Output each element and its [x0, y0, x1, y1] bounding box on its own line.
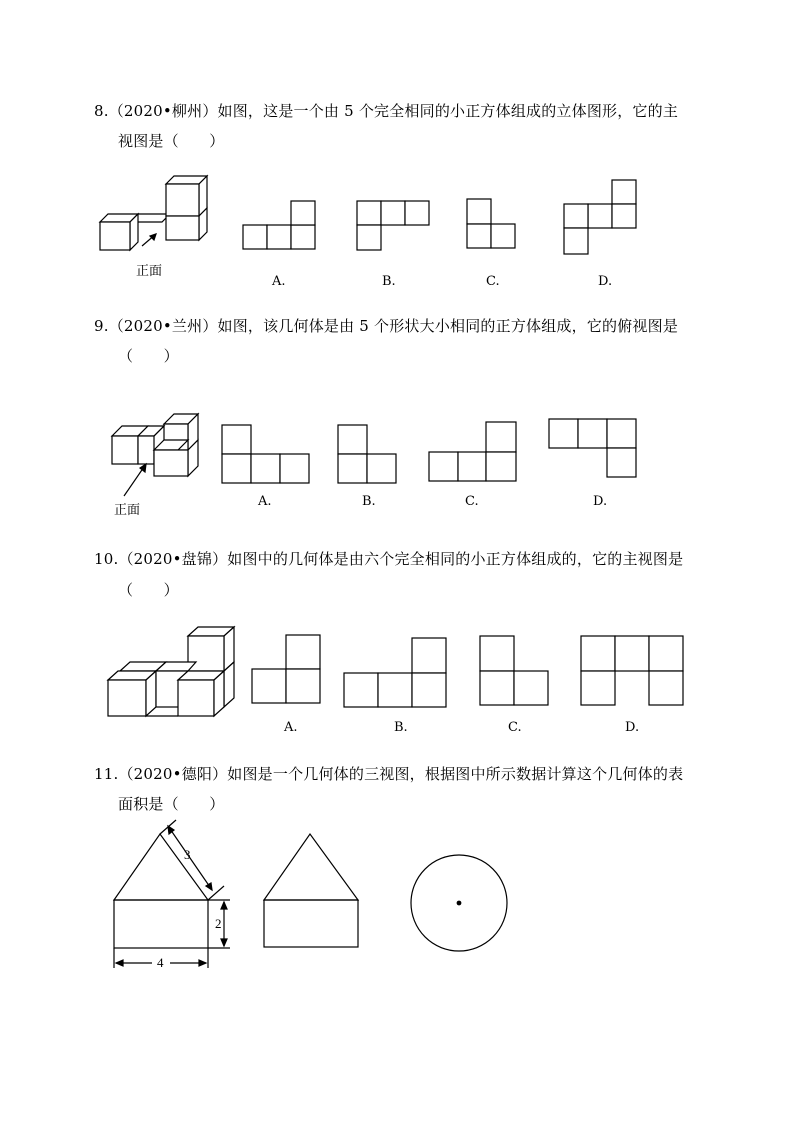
q8-option-c-figure: [466, 198, 520, 252]
q8-option-c-label[interactable]: C.: [486, 274, 500, 289]
q11-text-line2: 面积是（ ）: [118, 795, 225, 813]
q10-option-b-figure: [343, 637, 449, 709]
q11-top-view: [408, 854, 510, 956]
q9-option-d-figure: [548, 418, 640, 480]
q9-option-d-label[interactable]: D.: [593, 494, 608, 509]
q9-option-b-label[interactable]: B.: [362, 494, 376, 509]
q8-option-d-figure: [563, 178, 641, 258]
q10-text-line1: 10.（2020•盘锦）如图中的几何体是由六个完全相同的小正方体组成的，它的主视图是: [94, 550, 684, 568]
q9-front-label: 正面: [114, 503, 141, 518]
q8-solid-figure: [96, 174, 216, 254]
q10-option-c-figure: [479, 635, 551, 707]
q9-option-c-figure: [428, 421, 520, 483]
q9-option-a-figure: [221, 424, 311, 484]
q11-front-view: [100, 820, 250, 972]
q10-option-a-label[interactable]: A.: [284, 720, 298, 735]
q8-text-line2: 视图是（ ）: [118, 132, 225, 150]
q8-option-d-label[interactable]: D.: [598, 274, 613, 289]
q8-option-b-figure: [356, 200, 432, 254]
q9-option-c-label[interactable]: C.: [465, 494, 479, 509]
q8-front-label: 正面: [136, 264, 163, 279]
q8-option-a-figure: [242, 200, 318, 254]
q10-option-d-figure: [580, 635, 686, 707]
q9-solid-figure: [108, 394, 208, 498]
q8-text-line1: 8.（2020•柳州）如图，这是一个由 5 个完全相同的小正方体组成的立体图形，它的主: [94, 102, 679, 120]
q11-dim-slant-label: 3: [184, 847, 191, 862]
q10-option-d-label[interactable]: D.: [625, 720, 640, 735]
q9-text-line1: 9.（2020•兰州）如图，该几何体是由 5 个形状大小相同的正方体组成，它的俯视图是: [94, 317, 679, 335]
q11-dim-width-label: 4: [157, 955, 164, 970]
q9-option-a-label[interactable]: A.: [258, 494, 272, 509]
q10-option-c-label[interactable]: C.: [508, 720, 522, 735]
q9-option-b-figure: [337, 424, 399, 484]
q10-option-b-label[interactable]: B.: [394, 720, 408, 735]
q11-dim-height-label: 2: [215, 916, 222, 931]
q9-text-line2: （ ）: [118, 347, 179, 365]
q10-option-a-figure: [251, 634, 323, 706]
q10-solid-figure: [106, 624, 238, 720]
q8-option-b-label[interactable]: B.: [382, 274, 396, 289]
q11-text-line1: 11.（2020•德阳）如图是一个几何体的三视图，根据图中所示数据计算这个几何体的表: [94, 765, 684, 783]
q10-text-line2: （ ）: [118, 581, 179, 599]
q11-side-view: [262, 832, 362, 950]
q8-option-a-label[interactable]: A.: [272, 274, 286, 289]
